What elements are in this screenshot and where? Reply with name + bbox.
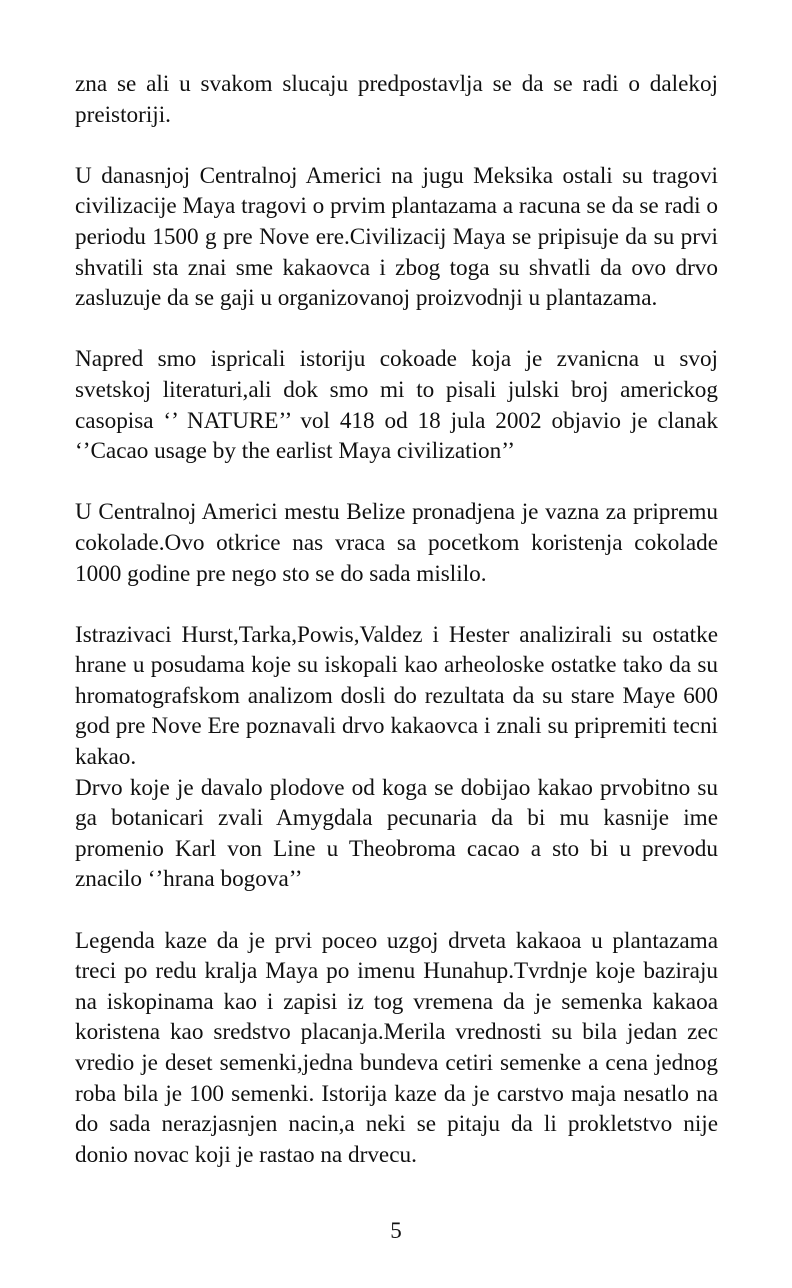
paragraph-nature-article: Napred smo ispricali istoriju cokoade koja je zvanicna u svoj svetskoj literaturi,ali dok smo mi to pisali julski broj americkog casopisa ‘’ NATURE’’ vol 418 od 18 jula 2002 objavio je clanak ‘’Cacao usage by the earlist Maya civilization’’ <box>75 346 718 465</box>
paragraph-prehistory: zna se ali u svakom slucaju predpostavlja se da se radi o dalekoj preistoriji. <box>75 71 718 128</box>
paragraph-maya-plantations: U danasnjoj Centralnoj Americi na jugu Meksika ostali su tragovi civilizacije Maya tragovi o prvim plantazama a racuna se da se radi o periodu 1500 g pre Nove ere.Civilizacij Maya se pripisuje da su prvi shvatili sta znai sme kakaovca i zbog toga su shvatli da ovo drvo zasluzuje da se gaji u organizovanoj proizvodnji u plantazama. <box>75 162 718 312</box>
page-number: 5 <box>390 1218 402 1243</box>
document-page-body <box>75 69 718 1201</box>
paragraph-theobroma-name: Drvo koje je davalo plodove od koga se dobijao kakao prvobitno su ga botanicari zvali Amygdala pecunaria da bi mu kasnije ime promenio Karl von Line u Theobroma cacao a sto bi u prevodu znacilo ‘’hrana bogova’’ <box>75 774 718 893</box>
paragraph-hunahup-legend: Legenda kaze da je prvi poceo uzgoj drveta kakaoa u plantazama treci po redu kralja Maya po imenu Hunahup.Tvrdnje koje baziraju na iskopinama kao i zapisi iz tog vremena da je semenka kakaoa koristena kao sredstvo placanja.Merila vrednosti su bila jedan zec vredio je deset semenki,jedna bundeva cetiri semenke a cena jednog roba bila je 100 semenki. Istorija kaze da je carstvo maja nesatlo na do sada nerazjasnjen nacin,a neki se pitaju da li prokletstvo nije donio novac koji je rastao na drvecu. <box>75 927 718 1168</box>
paragraph-researchers: Istrazivaci Hurst,Tarka,Powis,Valdez i Hester analizirali su ostatke hrane u posudama koje su iskopali kao arheoloske ostatke tako da su hromatografskom analizom dosli do rezultata da su stare Maye 600 god pre Nove Ere poznavali drvo kakaovca i znali su pripremiti tecni kakao. <box>75 621 718 771</box>
paragraph-belize-discovery: U Centralnoj Americi mestu Belize pronadjena je vazna za pripremu cokolade.Ovo otkrice nas vraca sa pocetkom koristenja cokolade 1000 godine pre nego sto se do sada mislilo. <box>75 499 718 587</box>
